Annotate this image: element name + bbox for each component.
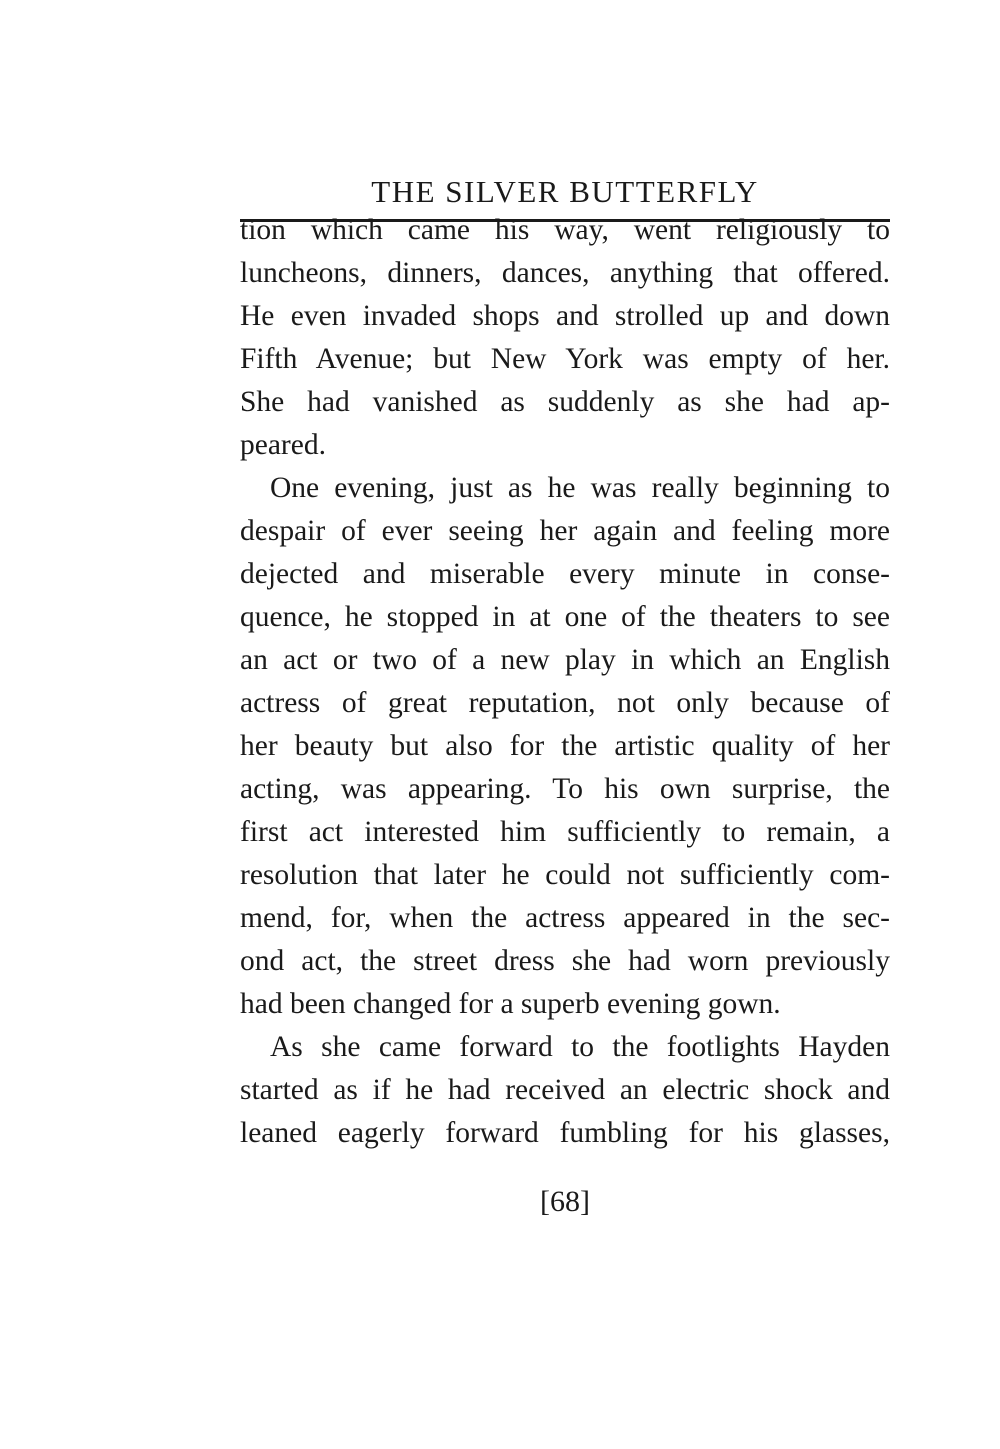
text-line: resolution that later he could not sufficiently com- [240, 859, 890, 891]
text-line: her beauty but also for the artistic quality of her [240, 730, 890, 762]
running-head: THE SILVER BUTTERFLY [371, 174, 759, 209]
text-line: luncheons, dinners, dances, anything that offered. [240, 257, 890, 289]
text-line: mend, for, when the actress appeared in the sec- [240, 902, 890, 934]
text-line: He even invaded shops and strolled up and down [240, 300, 890, 332]
text-line: first act interested him sufficiently to remain, a [240, 816, 890, 848]
text-line: an act or two of a new play in which an English [240, 644, 890, 676]
text-line: As she came forward to the footlights Hayden [270, 1031, 890, 1063]
text-line: actress of great reputation, not only because of [240, 687, 890, 719]
paragraph [240, 209, 890, 467]
page-number: [68] [540, 1185, 590, 1218]
text-line: One evening, just as he was really beginning to [270, 472, 890, 504]
text-line: She had vanished as suddenly as she had ap- [240, 386, 890, 418]
text-line: peared. [240, 429, 326, 461]
text-line: Fifth Avenue; but New York was empty of her. [240, 343, 890, 375]
text-line: tion which came his way, went religiously to [240, 214, 890, 246]
text-line: leaned eagerly forward fumbling for his glasses, [240, 1117, 890, 1149]
text-line: acting, was appearing. To his own surprise, the [240, 773, 890, 805]
text-line: had been changed for a superb evening gown. [240, 988, 781, 1020]
text-line: started as if he had received an electric shock and [240, 1074, 890, 1106]
paragraph [240, 1026, 890, 1155]
text-line: dejected and miserable every minute in conse- [240, 558, 890, 590]
body-text [240, 209, 890, 1155]
text-line: despair of ever seeing her again and feeling more [240, 515, 890, 547]
text-line: ond act, the street dress she had worn previously [240, 945, 890, 977]
text-line: quence, he stopped in at one of the theaters to see [240, 601, 890, 633]
paragraph [240, 467, 890, 1026]
